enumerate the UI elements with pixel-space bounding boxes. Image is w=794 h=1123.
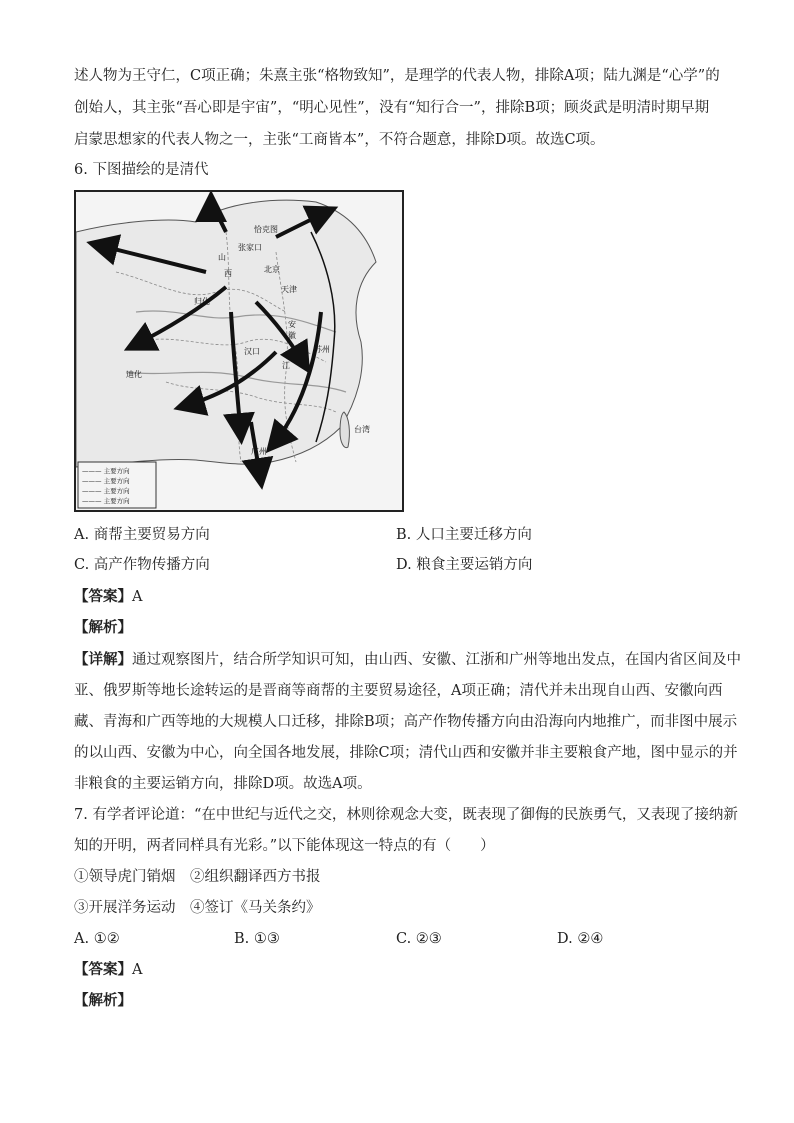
- q6-option-d: D. 粮食主要运销方向: [396, 557, 533, 573]
- q6-option-a: A. 商帮主要贸易方向: [74, 527, 210, 543]
- q7-option-d: D. ②④: [557, 931, 604, 947]
- map-label-taiwan: 台湾: [354, 425, 370, 434]
- map-label-qiaketu: 恰克图: [254, 225, 278, 234]
- q6-answer: [74, 587, 142, 607]
- q6-detail-line-5: 非粮食的主要运销方向，排除D项。故选A项。: [74, 776, 372, 792]
- explanation-line-1: 述人物为王守仁，C项正确；朱熹主张“格物致知”，是理学的代表人物，排除A项；陆九渊是“心学”的: [74, 68, 720, 84]
- q6-detail-line-1: [74, 650, 741, 670]
- map-label-shan: 山: [218, 253, 226, 262]
- map-label-zhangjiakou: 张家口: [238, 243, 262, 252]
- map-label-xi: 西: [224, 269, 232, 278]
- q6-detail-label: 【详解】: [74, 651, 132, 668]
- q6-detail-text-1: 通过观察图片，结合所学知识可知，由山西、安徽、江浙和广州等地出发点，在国内省区间及中: [132, 652, 741, 668]
- map-legend-3: ——— 主要方向: [82, 487, 130, 495]
- map-label-hankou: 汉口: [244, 347, 260, 356]
- map-label-jiang: 江: [282, 361, 290, 370]
- question-6-stem: 6. 下图描绘的是清代: [74, 162, 209, 178]
- q7-answer-value: A: [132, 962, 143, 978]
- q6-analysis-text: 【解析】: [74, 619, 132, 636]
- q6-answer-label: 【答案】: [74, 588, 132, 605]
- question-7-items-2: ③开展洋务运动 ④签订《马关条约》: [74, 900, 321, 916]
- q6-option-c: C. 高产作物传播方向: [74, 557, 210, 573]
- q7-analysis-label: [74, 991, 132, 1011]
- question-7-items-1: ①领导虎门销烟 ②组织翻译西方书报: [74, 869, 321, 885]
- question-7-stem-line-1: 7. 有学者评论道：“在中世纪与近代之交，林则徐观念大变，既表现了御侮的民族勇气，又表现了接纳新: [74, 807, 738, 823]
- map-label-dihua: 迪化: [126, 370, 142, 379]
- q6-detail-line-3: 藏、青海和广西等地的大规模人口迁移，排除B项；高产作物传播方向由沿海向内地推广，而非图中展示: [74, 714, 738, 730]
- q6-detail-line-2: 亚、俄罗斯等地长途转运的是晋商等商帮的主要贸易途径，A项正确；清代并未出现自山西、安徽向西: [74, 683, 723, 699]
- q7-option-c: C. ②③: [396, 931, 442, 947]
- q6-detail-line-4: 的以山西、安徽为中心，向全国各地发展，排除C项；清代山西和安徽并非主要粮食产地，图中显示的并: [74, 745, 738, 761]
- explanation-line-2: 创始人，其主张“吾心即是宇宙”，“明心见性”，没有“知行合一”，排除B项；顾炎武是明清时期早期: [74, 100, 710, 116]
- explanation-line-3: 启蒙思想家的代表人物之一，主张“工商皆本”，不符合题意，排除D项。故选C项。: [74, 132, 605, 148]
- map-drawing: [76, 192, 402, 510]
- map-label-an: 安: [288, 320, 296, 329]
- map-label-tianjin: 天津: [281, 285, 297, 294]
- q7-option-a: A. ①②: [74, 931, 120, 947]
- map-legend-1: ——— 主要方向: [82, 467, 130, 475]
- map-label-suzhou: 苏州: [314, 345, 330, 354]
- q7-option-b: B. ①③: [234, 931, 280, 947]
- question-7-stem-line-2: 知的开明，两者同样具有光彩。”以下能体现这一特点的有（ ）: [74, 838, 495, 854]
- q6-option-b: B. 人口主要迁移方向: [396, 527, 532, 543]
- q7-answer-label: 【答案】: [74, 961, 132, 978]
- q6-analysis-label: [74, 618, 132, 638]
- qing-trade-route-map: [74, 190, 404, 512]
- map-label-hui: 徽: [288, 331, 296, 340]
- map-label-guihua: 归化: [194, 297, 210, 306]
- map-legend-2: ——— 主要方向: [82, 477, 130, 485]
- map-legend-4: ——— 主要方向: [82, 497, 130, 505]
- map-label-guangzhou: 广州: [251, 447, 267, 456]
- q6-answer-value: A: [132, 589, 143, 605]
- q7-answer: [74, 960, 142, 980]
- q7-analysis-text: 【解析】: [74, 992, 132, 1009]
- map-label-beijing: 北京: [264, 265, 280, 274]
